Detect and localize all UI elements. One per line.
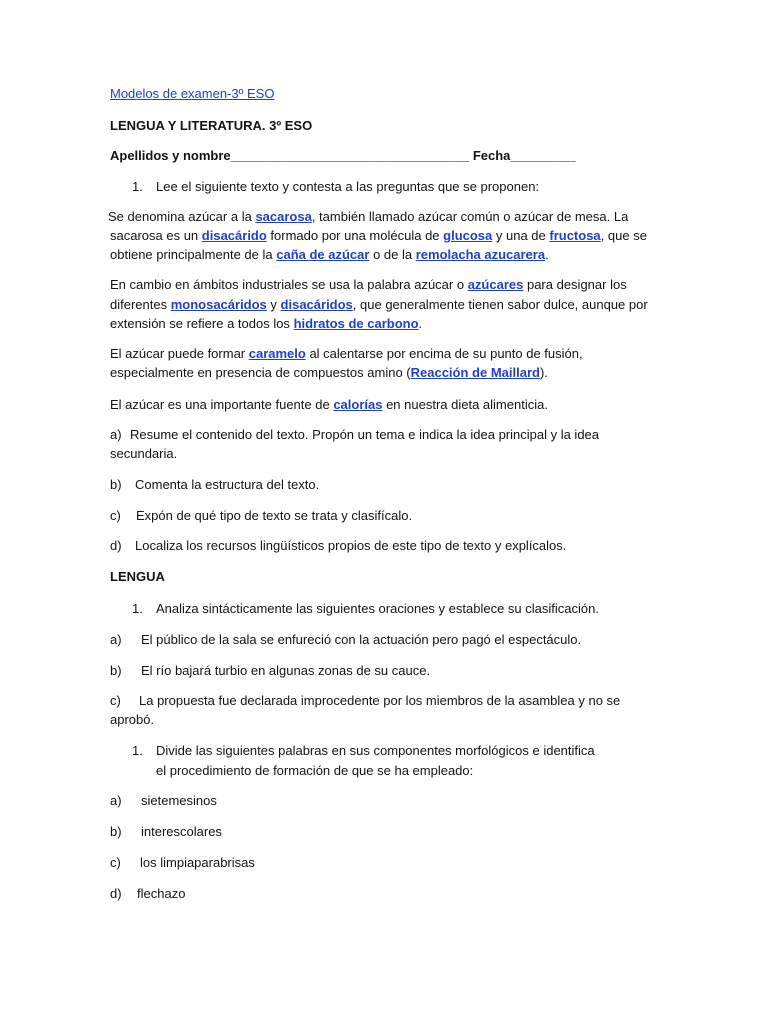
sentence-a: [110, 631, 581, 649]
text: , que se: [600, 228, 647, 243]
sentence-text: El público de la sala se enfureció con la actuación pero pagó el espectáculo.: [141, 632, 582, 647]
text: En cambio en ámbitos industriales se usa la palabra azúcar o: [110, 277, 468, 292]
sentence-text: La propuesta fue declarada improcedente por los miembros de la asamblea y no se: [139, 693, 621, 708]
list-marker: 1.: [132, 601, 143, 616]
link-azucares[interactable]: azúcares: [467, 277, 524, 292]
link-glucosa[interactable]: glucosa: [443, 228, 493, 243]
link-remolacha-azucarera[interactable]: remolacha azucarera: [415, 247, 546, 262]
text: .: [545, 247, 549, 262]
paragraph-1-line-3: [110, 246, 549, 264]
text: y: [266, 297, 281, 312]
text: y una de: [492, 228, 550, 243]
list-marker: a): [110, 632, 122, 647]
paragraph-3-line-1: [110, 345, 583, 363]
question-b: [110, 476, 319, 494]
instruction-1: [132, 178, 539, 196]
link-cana-de-azucar[interactable]: caña de azúcar: [276, 247, 370, 262]
question-text: Comenta la estructura del texto.: [135, 477, 320, 492]
question-a-continuation: secundaria.: [110, 446, 178, 461]
link-reaccion-de-maillard[interactable]: Reacción de Maillard: [410, 365, 540, 380]
question-text: Expón de qué tipo de texto se trata y clasifícalo.: [136, 508, 413, 523]
question-text: Resume el contenido del texto. Propón un tema e indica la idea principal y la idea: [130, 427, 600, 442]
word-text: interescolares: [141, 824, 222, 839]
text: para designar los: [523, 277, 627, 292]
question-a: [110, 426, 599, 444]
list-marker: 1.: [132, 179, 143, 194]
instruction-3-continuation: el procedimiento de formación de que se ha empleado:: [156, 763, 474, 778]
word-b: [110, 823, 222, 841]
list-marker: d): [110, 886, 122, 901]
paragraph-1-line-1: [108, 208, 628, 226]
paragraph-2-line-2: [110, 296, 648, 314]
list-marker: 1.: [132, 743, 143, 758]
link-disacaridos[interactable]: disacáridos: [280, 297, 353, 312]
name-date-field: Apellidos y nombre_________________________________ Fecha_________: [110, 148, 576, 163]
list-marker: d): [110, 538, 122, 553]
list-marker: b): [110, 477, 122, 492]
word-c: [110, 854, 255, 872]
text: ).: [539, 365, 548, 380]
word-text: los limpiaparabrisas: [140, 855, 255, 870]
list-marker: a): [110, 793, 122, 808]
instruction-2: [132, 600, 599, 618]
list-marker: c): [110, 508, 121, 523]
link-disacarido[interactable]: disacárido: [201, 228, 267, 243]
link-hidratos-de-carbono[interactable]: hidratos de carbono: [293, 316, 419, 331]
paragraph-3-line-2: [110, 364, 548, 382]
text: Se denomina azúcar a la: [108, 209, 256, 224]
text: , que generalmente tienen sabor dulce, aunque por: [352, 297, 648, 312]
link-calorias[interactable]: calorías: [333, 397, 383, 412]
word-d: [110, 885, 185, 903]
text: formado por una molécula de: [266, 228, 444, 243]
text: o de la: [369, 247, 416, 262]
link-sacarosa[interactable]: sacarosa: [255, 209, 312, 224]
paragraph-1-line-2: [110, 227, 647, 245]
list-marker: b): [110, 663, 122, 678]
instruction-3: [132, 742, 595, 760]
list-marker: b): [110, 824, 122, 839]
text: en nuestra dieta alimenticia.: [382, 397, 548, 412]
lengua-heading: LENGUA: [110, 569, 165, 584]
text: obtiene principalmente de la: [110, 247, 277, 262]
question-c: [110, 507, 412, 525]
question-d: [110, 537, 566, 555]
subject-heading: LENGUA Y LITERATURA. 3º ESO: [110, 118, 313, 133]
text: al calentarse por encima de su punto de fusión,: [305, 346, 583, 361]
paragraph-2-line-3: [110, 315, 422, 333]
instruction-text: Lee el siguiente texto y contesta a las preguntas que se proponen:: [156, 179, 540, 194]
instruction-text: Divide las siguientes palabras en sus componentes morfológicos e identifica: [156, 743, 595, 758]
text: diferentes: [110, 297, 171, 312]
list-marker: c): [110, 855, 121, 870]
question-text: Localiza los recursos lingüísticos propios de este tipo de texto y explícalos.: [135, 538, 567, 553]
word-text: sietemesinos: [141, 793, 217, 808]
instruction-text: Analiza sintácticamente las siguientes oraciones y establece su clasificación.: [156, 601, 599, 616]
sentence-c: [110, 692, 620, 710]
text: extensión se refiere a todos los: [110, 316, 294, 331]
link-fructosa[interactable]: fructosa: [549, 228, 601, 243]
text: especialmente en presencia de compuestos amino (: [110, 365, 411, 380]
list-marker: a): [110, 427, 122, 442]
text: El azúcar es una importante fuente de: [110, 397, 334, 412]
list-marker: c): [110, 693, 121, 708]
sentence-b: [110, 662, 430, 680]
link-caramelo[interactable]: caramelo: [248, 346, 306, 361]
text: El azúcar puede formar: [110, 346, 249, 361]
sentence-c-continuation: aprobó.: [110, 712, 155, 727]
text: .: [418, 316, 423, 331]
exam-models-link[interactable]: Modelos de examen-3º ESO: [110, 86, 275, 101]
word-text: flechazo: [137, 886, 186, 901]
word-a: [110, 792, 217, 810]
sentence-text: El río bajará turbio en algunas zonas de su cauce.: [141, 663, 431, 678]
paragraph-2-line-1: [110, 276, 627, 294]
title-link-line: [110, 85, 274, 103]
text: sacarosa es un: [110, 228, 202, 243]
paragraph-4: [110, 396, 548, 414]
text: , también llamado azúcar común o azúcar de mesa. La: [311, 209, 629, 224]
link-monosacaridos[interactable]: monosacáridos: [170, 297, 267, 312]
